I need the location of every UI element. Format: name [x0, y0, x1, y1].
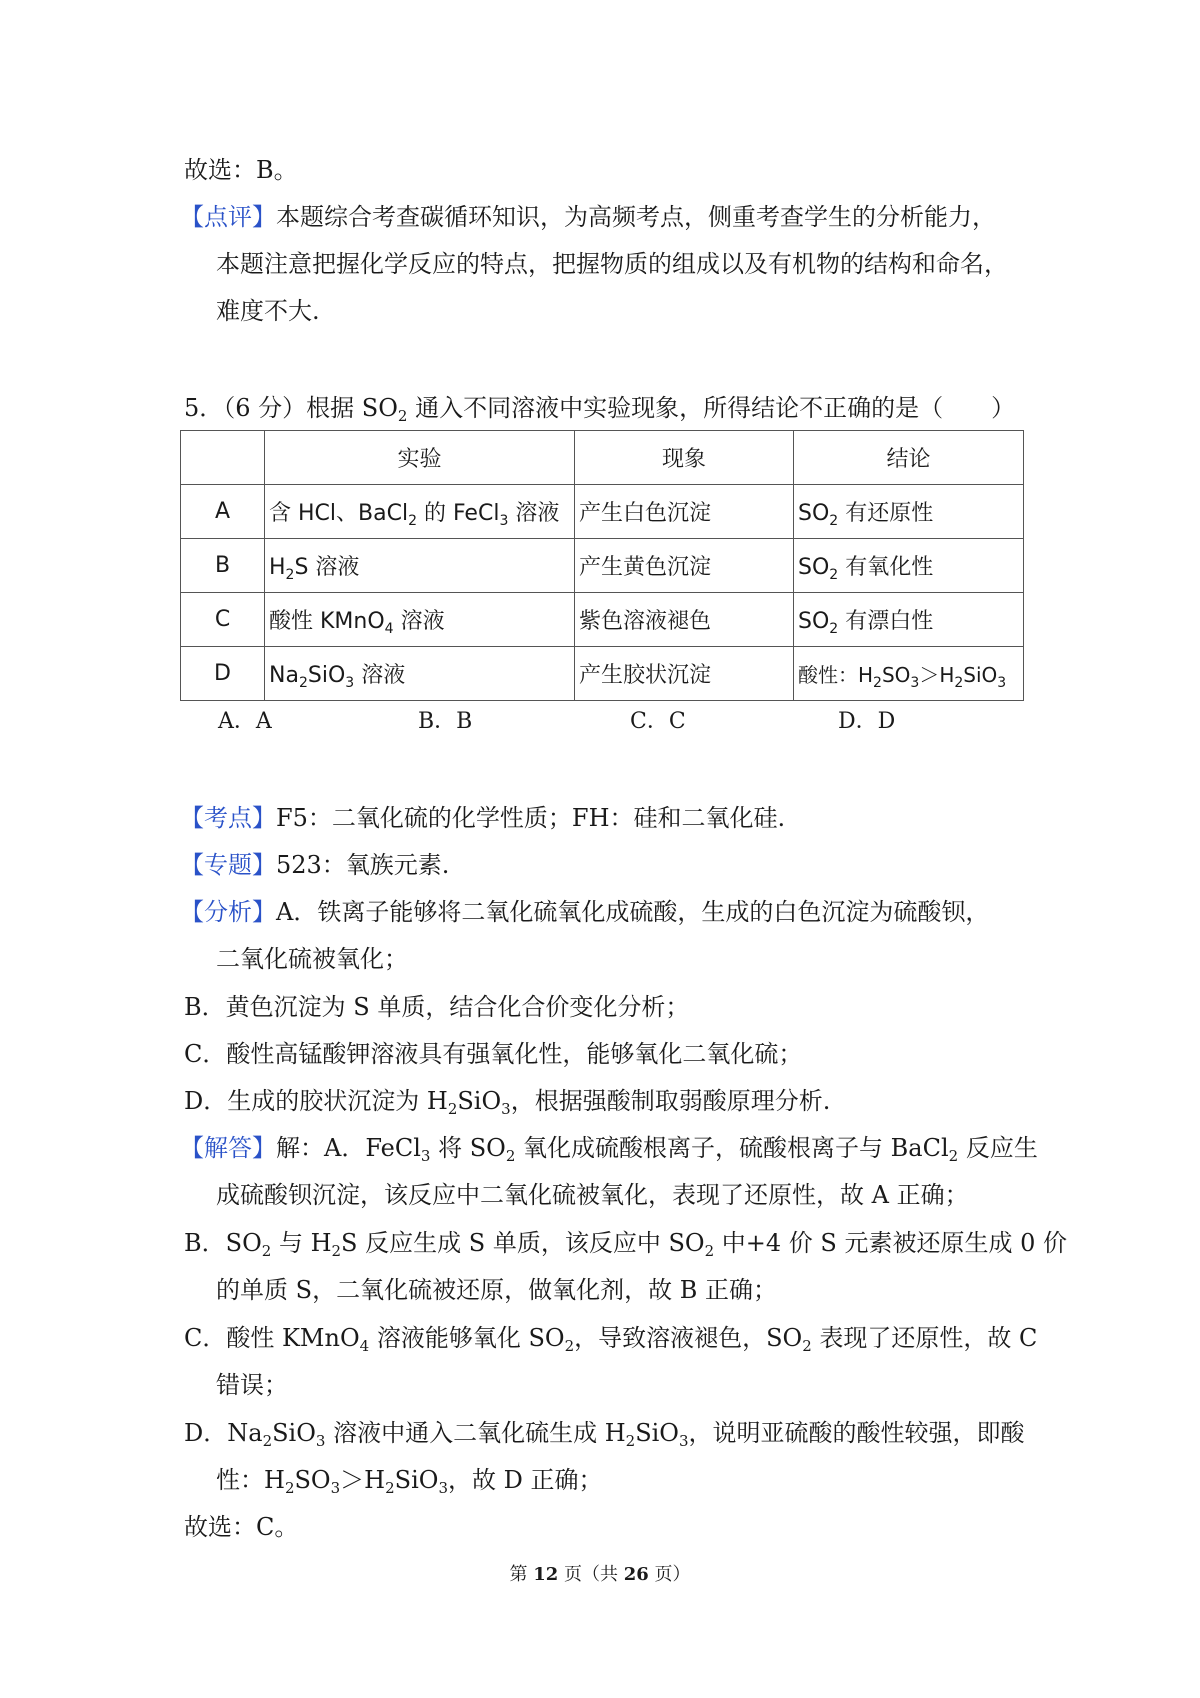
jieda-c-line-2: 错误； [216, 1371, 288, 1399]
review-line-2: 本题注意把握化学反应的特点，把握物质的组成以及有机物的结构和命名， [216, 250, 1008, 278]
fenxi-text-1: A．铁离子能够将二氧化硫氧化成硫酸，生成的白色沉淀为硫酸钡， [276, 898, 990, 926]
jieda-d-line-2: 性：$H_2SO_3>H_2SiO_3$，故 D 正确； [216, 1466, 603, 1497]
row-conclusion: $SO_2$ 有氧化性 [794, 539, 1024, 593]
table-row [181, 485, 1024, 539]
option-a: A．A [218, 709, 272, 734]
option-b: B．B [418, 709, 473, 734]
zhuanti-tag: 【专题】 [180, 851, 276, 879]
row-conclusion: $SO_2$ 有还原性 [794, 485, 1024, 539]
table-header-row [181, 431, 1024, 485]
fenxi-d: D．生成的胶状沉淀为 $H_2SiO_3$，根据强酸制取弱酸原理分析. [184, 1087, 831, 1118]
header-blank [181, 431, 265, 485]
row-experiment: $H_2S$ 溶液 [265, 539, 575, 593]
row-label: C [181, 593, 265, 647]
option-d: D．D [838, 709, 896, 734]
table-row [181, 539, 1024, 593]
jieda-a-line-2: 成硫酸钡沉淀，该反应中二氧化硫被氧化，表现了还原性，故 A 正确； [216, 1181, 969, 1209]
jieda-d-line-1: D．$Na_2SiO_3$ 溶液中通入二氧化硫生成 $H_2SiO_3$，说明亚硫酸的酸性较强，即酸 [184, 1419, 1025, 1450]
row-phenomenon: 产生胶状沉淀 [575, 647, 794, 701]
jieda-tag: 【解答】 [180, 1134, 276, 1162]
row-phenomenon: 紫色溶液褪色 [575, 593, 794, 647]
row-label: D [181, 647, 265, 701]
prev-answer: 故选：B。 [184, 156, 298, 184]
page-total: 26 [623, 1564, 649, 1585]
table-row [181, 593, 1024, 647]
option-c: C．C [630, 709, 686, 734]
question-suffix: 通入不同溶液中实验现象，所得结论不正确的是（ ） [407, 394, 1016, 422]
fenxi-tag: 【分析】 [180, 898, 276, 926]
question-sub: 2 [397, 407, 408, 425]
kaodian-line [180, 803, 785, 833]
review-tag: 【点评】 [180, 203, 276, 231]
jieda-c-line-1: C．酸性 KMnO$_4$ 溶液能够氧化 $SO_2$，导致溶液褪色，$SO_2$ 表现了还原性，故 C [184, 1324, 1038, 1355]
jieda-b-line-1: B．$SO_2$ 与 $H_2S$ 反应生成 S 单质，该反应中 $SO_2$ 中+4 价 S 元素被还原生成 0 价 [184, 1229, 1067, 1260]
review-text-1: 本题综合考查碳循环知识，为高频考点，侧重考查学生的分析能力， [276, 203, 996, 231]
row-label: B [181, 539, 265, 593]
row-phenomenon: 产生白色沉淀 [575, 485, 794, 539]
fenxi-line-1 [180, 897, 989, 927]
row-experiment: 酸性 KMnO$_4$ 溶液 [265, 593, 575, 647]
row-conclusion: $SO_2$ 有漂白性 [794, 593, 1024, 647]
experiment-table [180, 430, 1024, 701]
header-phenomenon: 现象 [575, 431, 794, 485]
row-experiment: 含 HCl、BaCl$_2$ 的 FeCl$_3$ 溶液 [265, 485, 575, 539]
fenxi-b: B．黄色沉淀为 S 单质，结合化合价变化分析； [184, 993, 690, 1021]
header-experiment: 实验 [265, 431, 575, 485]
jieda-b-line-2: 的单质 S，二氧化硫被还原，做氧化剂，故 B 正确； [216, 1276, 777, 1304]
kaodian-text: F5：二氧化硫的化学性质；FH：硅和二氧化硅. [276, 804, 786, 832]
row-label: A [181, 485, 265, 539]
row-conclusion: 酸性：$H_2SO_3>H_2SiO_3$ [794, 647, 1024, 701]
zhuanti-text: 523：氧族元素. [276, 851, 450, 879]
question-prefix: 5．（6 分）根据 SO [184, 394, 398, 422]
page-number: 12 [533, 1564, 559, 1585]
zhuanti-line [180, 850, 449, 880]
fenxi-c: C．酸性高锰酸钾溶液具有强氧化性，能够氧化二氧化硫； [184, 1040, 803, 1068]
header-conclusion: 结论 [794, 431, 1024, 485]
review-line-1 [180, 202, 996, 232]
final-answer: 故选：C。 [184, 1513, 299, 1541]
kaodian-tag: 【考点】 [180, 804, 276, 832]
row-experiment: $Na_2SiO_3$ 溶液 [265, 647, 575, 701]
table-row [181, 647, 1024, 701]
fenxi-line-2: 二氧化硫被氧化； [216, 945, 408, 973]
question-stem [184, 393, 1015, 423]
jieda-a-line-1: 【解答】解：A．FeCl$_3$ 将 $SO_2$ 氧化成硫酸根离子，硫酸根离子与 BaCl$_2$ 反应生 [180, 1134, 1038, 1165]
page-footer: 第 12 页（共 26 页） [509, 1564, 691, 1585]
review-line-3: 难度不大. [216, 297, 320, 325]
row-phenomenon: 产生黄色沉淀 [575, 539, 794, 593]
